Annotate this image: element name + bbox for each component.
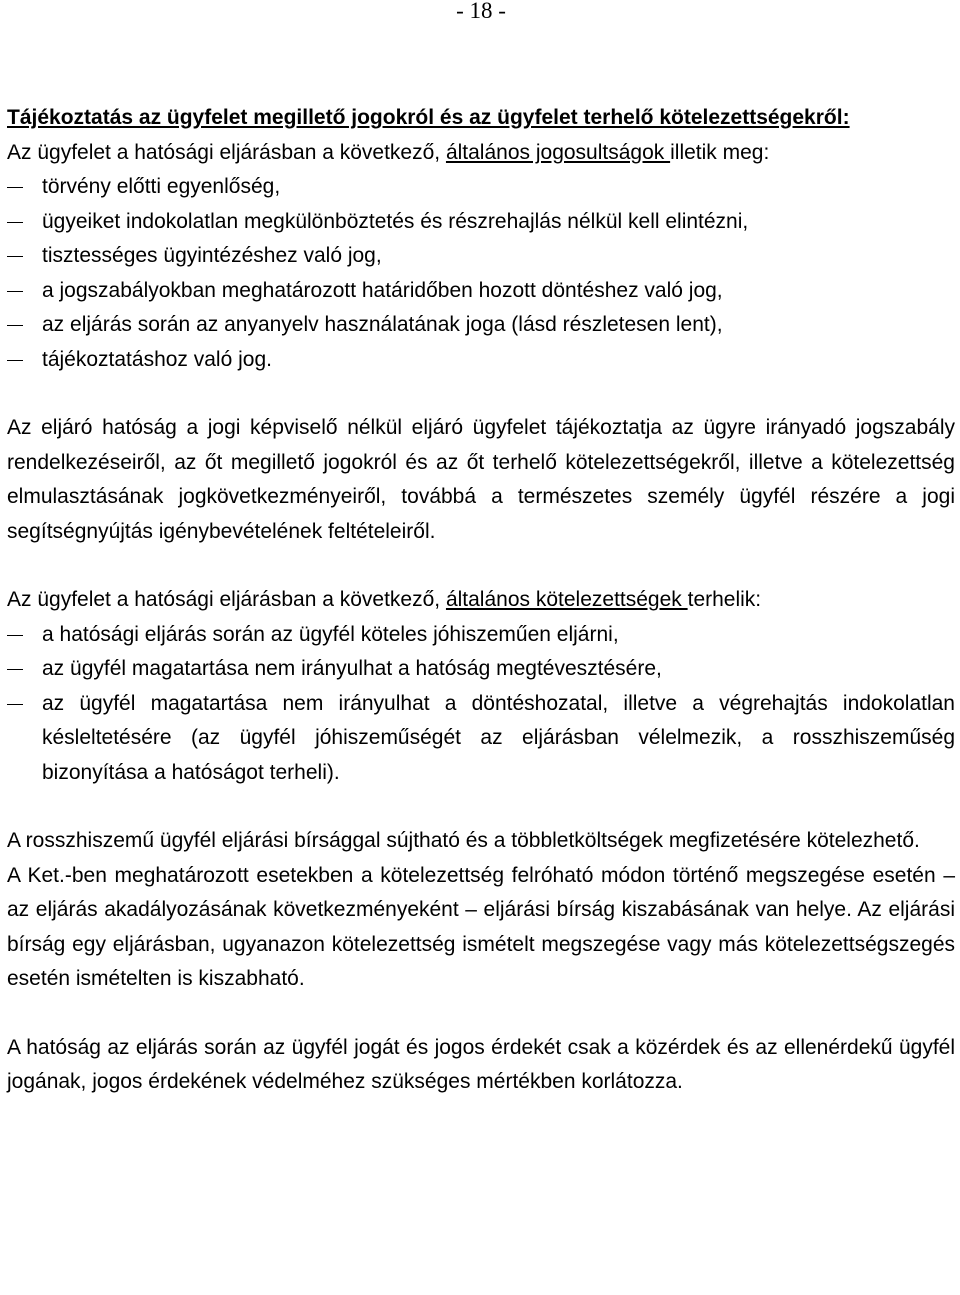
fine-paragraph-2: A Ket.-ben meghatározott esetekben a kötelezettség felróható módon történő megszegése esetén – az eljárás akadályozásának következményeként – eljárási bírság kiszabásának van helye. Az eljárási bírság egy eljárásban, ugyanazon kötelezettség ismételt megszegése vagy más kötelezettségszegés esetén ismételten is kiszabható. <box>7 863 955 990</box>
duties-item-text: a hatósági eljárás során az ügyfél köteles jóhiszeműen eljárni, <box>42 622 619 646</box>
duties-item-text: az ügyfél magatartása nem irányulhat a hatóság megtévesztésére, <box>42 657 662 680</box>
rights-intro <box>7 136 955 171</box>
duties-intro-tail: terhelik: <box>687 588 762 611</box>
duties-intro-text: Az ügyfelet a hatósági eljárásban a következő, <box>7 588 446 611</box>
rights-intro-underlined: általános jogosultságok <box>445 140 671 164</box>
rights-item-text: az eljárás során az anyanyelv használatának joga (lásd részletesen lent), <box>42 313 723 336</box>
rights-list-item <box>7 170 955 205</box>
spacer <box>7 997 955 1031</box>
rights-list-item <box>7 205 955 240</box>
restriction-paragraph: A hatóság az eljárás során az ügyfél jogát és jogos érdekét csak a közérdek és az ellenérdekű ügyfél jogának, jogos érdekének védelméhez szükséges mértékben korlátozza. <box>7 1035 955 1093</box>
page-number: - 18 - <box>456 0 506 23</box>
info-paragraph: Az eljáró hatóság a jogi képviselő nélkül eljáró ügyfelet tájékoztatja az ügyre irányadó jogszabály rendelkezéseiről, az őt megillető jogokról és az őt terhelő kötelezettségekről, illetve a kötelezettség elmulasztásának jogkövetkezményeiről, továbbá a természetes személy ügyfél részére a jogi segítségnyújtás igénybevételének feltételeiről. <box>7 416 955 543</box>
duties-list <box>7 618 955 791</box>
rights-list-item <box>7 239 955 274</box>
duties-intro-underlined: általános kötelezettségek <box>445 588 688 611</box>
rights-list-item <box>7 343 955 378</box>
rights-item-text: törvény előtti egyenlőség, <box>42 175 281 198</box>
rights-item-text: tisztességes ügyintézéshez való jog, <box>42 244 382 267</box>
section-heading: Tájékoztatás az ügyfelet megillető jogokról és az ügyfelet terhelő kötelezettségekről: <box>7 106 850 129</box>
spacer <box>7 377 955 411</box>
rights-list-item <box>7 274 955 309</box>
duties-intro <box>7 583 955 618</box>
rights-list-item <box>7 308 955 343</box>
duties-item-text: az ügyfél magatartása nem irányulhat a döntéshozatal, illetve a végrehajtás indokolatlan késleltetésére (az ügyfél jóhiszeműségét az eljárásban vélelmezik, a rosszhiszeműség bizonyítása a hatóságot terheli). <box>42 691 955 784</box>
rights-item-text: a jogszabályokban meghatározott határidőben hozott döntéshez való jog, <box>42 278 723 302</box>
spacer <box>7 549 955 583</box>
rights-intro-tail: illetik meg: <box>670 140 770 164</box>
page-content <box>7 101 955 1100</box>
duties-list-item <box>7 687 955 791</box>
fine-paragraph-1: A rosszhiszemű ügyfél eljárási bírsággal sújtható és a többletköltségek megfizetésére kötelezhető. <box>7 829 920 852</box>
duties-list-item <box>7 652 955 687</box>
rights-list <box>7 170 955 377</box>
spacer <box>7 790 955 824</box>
rights-intro-text: Az ügyfelet a hatósági eljárásban a következő, <box>7 140 446 164</box>
rights-item-text: ügyeiket indokolatlan megkülönböztetés és részrehajlás nélkül kell elintézni, <box>42 209 749 233</box>
duties-list-item <box>7 618 955 653</box>
rights-item-text: tájékoztatáshoz való jog. <box>42 347 272 371</box>
